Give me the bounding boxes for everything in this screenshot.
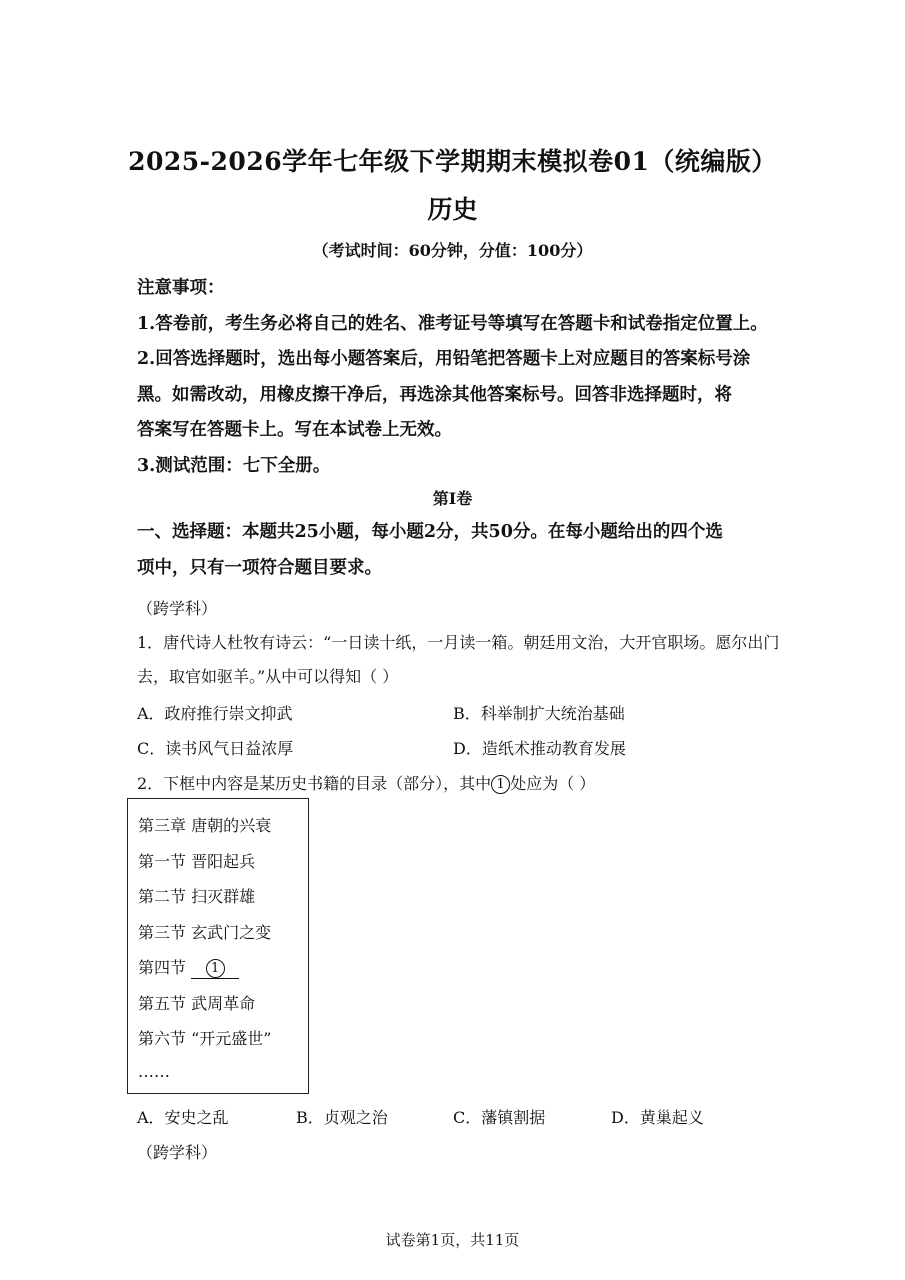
q1-tag: （跨学科） [137, 599, 218, 618]
circled-one-marker: 1 [491, 775, 510, 794]
circled-one-marker: 1 [206, 959, 225, 978]
toc-box [127, 798, 309, 1094]
toc-item: 第三章 唐朝的兴衰 [138, 816, 272, 835]
q2-option-b[interactable]: B．贞观之治 [296, 1108, 388, 1127]
toc-item: 第六节 “开元盛世” [138, 1029, 272, 1048]
volume-heading: 第I卷 [432, 489, 473, 508]
notes-line: 3.测试范围：七下全册。 [137, 455, 331, 476]
page-footer: 试卷第1页，共11页 [385, 1231, 520, 1249]
section-heading [137, 514, 777, 586]
q2-stem-after: 处应为（ ） [510, 774, 596, 793]
q1-option-a[interactable]: A．政府推行崇文抑武 [137, 704, 293, 723]
q2-option-c[interactable]: C．藩镇割据 [453, 1108, 546, 1127]
notes-line: 答案写在答题卡上。写在本试卷上无效。 [137, 420, 452, 440]
toc-blank [191, 959, 239, 979]
exam-info: （考试时间：60分钟，分值：100分） [312, 241, 593, 260]
notes-line: 2.回答选择题时，选出每小题答案后，用铅笔把答题卡上对应题目的答案标号涂 [137, 349, 751, 369]
toc-item: 第五节 武周革命 [138, 994, 256, 1013]
toc-item: …… [138, 1062, 170, 1081]
section-line: 项中，只有一项符合题目要求。 [137, 558, 382, 578]
q2-stem [137, 771, 595, 794]
notes-line: 1.答卷前，考生务必将自己的姓名、准考证号等填写在答题卡和试卷指定位置上。 [137, 313, 768, 334]
q1-option-b[interactable]: B．科举制扩大统治基础 [453, 704, 625, 723]
notes-line: 黑。如需改动，用橡皮擦干净后，再选涂其他答案标号。回答非选择题时，将 [137, 384, 732, 405]
exam-title: 2025-2026学年七年级下学期期末模拟卷01（统编版） [128, 147, 777, 176]
q1-option-d[interactable]: D．造纸术推动教育发展 [453, 739, 626, 758]
q1-option-c[interactable]: C．读书风气日益浓厚 [137, 739, 294, 758]
q2-option-d[interactable]: D．黄巢起义 [611, 1108, 704, 1127]
q1-stem-line1: 1．唐代诗人杜牧有诗云：“一日读十纸，一月读一箱。朝廷用文治，大开官职场。愿尔出门 [137, 633, 780, 652]
exam-subject: 历史 [427, 195, 478, 224]
notes-heading: 注意事项： [137, 278, 225, 298]
section-line: 一、选择题：本题共25小题，每小题2分，共50分。在每小题给出的四个选 [137, 522, 723, 542]
toc-item: 第三节 玄武门之变 [138, 923, 272, 942]
toc-item: 第一节 晋阳起兵 [138, 852, 256, 871]
toc-item-blank: 第四节 1 [138, 955, 239, 979]
notes-block [137, 271, 777, 484]
q1-stem-line2: 去，取官如驱羊。”从中可以得知（ ） [137, 667, 399, 686]
q2-stem-before: 2．下框中内容是某历史书籍的目录（部分），其中 [137, 774, 492, 793]
q2-option-a[interactable]: A．安史之乱 [137, 1108, 229, 1127]
toc-item: 第二节 扫灭群雄 [138, 887, 256, 906]
q3-tag: （跨学科） [137, 1143, 218, 1162]
